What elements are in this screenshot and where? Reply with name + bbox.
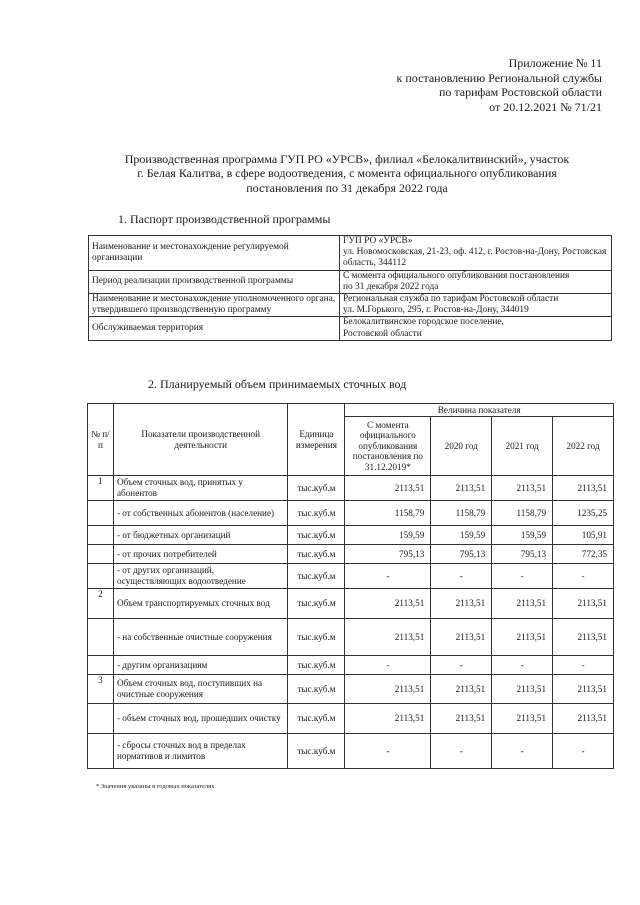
row-value: - (431, 734, 492, 769)
table-row (88, 564, 614, 589)
row-value: 1158,79 (431, 501, 492, 526)
row-value: - (492, 564, 553, 589)
row-value: 2113,51 (492, 704, 553, 734)
row-value: - (492, 734, 553, 769)
row-value: 795,13 (492, 545, 553, 564)
footnote: * Значения указаны в годовых показателях (96, 783, 215, 790)
row-unit: тыс.куб.м (288, 704, 345, 734)
passport-value (340, 270, 612, 293)
passport-label: Наименование и местонахождение регулируемой организации (89, 236, 340, 271)
row-value: 2113,51 (431, 589, 492, 619)
table-header-row (88, 404, 614, 417)
row-value: 105,91 (553, 526, 614, 545)
title-line: постановления по 31 декабря 2022 года (246, 180, 448, 195)
passport-label: Наименование и местонахождение уполномоченного органа, утвердившего производственную программу (89, 294, 340, 317)
row-label: Объем транспортируемых сточных вод (113, 589, 288, 619)
table-row (89, 270, 612, 293)
row-value: - (345, 564, 431, 589)
row-value: - (431, 564, 492, 589)
row-value: 2113,51 (553, 619, 614, 656)
section-heading-volume: 2. Планируемый объем принимаемых сточных вод (148, 377, 407, 391)
row-value: 772,35 (553, 545, 614, 564)
header-unit: Единица измерения (288, 404, 345, 476)
table-row (88, 545, 614, 564)
appendix-line: от 20.12.2021 № 71/21 (489, 99, 602, 114)
row-value: 2113,51 (553, 704, 614, 734)
row-value: 2113,51 (345, 589, 431, 619)
row-unit: тыс.куб.м (288, 619, 345, 656)
row-value: 2113,51 (492, 589, 553, 619)
title-line: Производственная программа ГУП РО «УРСВ», филиал «Белокалитвинский», участок (124, 152, 570, 166)
row-value: 2113,51 (492, 619, 553, 656)
passport-value (340, 294, 612, 317)
table-row (88, 734, 614, 769)
table-row (89, 317, 612, 340)
table-row (88, 476, 614, 501)
passport-value-line: по 31 декабря 2022 года (343, 281, 439, 292)
row-value: - (492, 656, 553, 675)
row-value: 2113,51 (492, 476, 553, 501)
row-label: Объем сточных вод, принятых у абонентов (113, 476, 288, 501)
passport-value (340, 236, 612, 271)
row-number (88, 545, 114, 564)
row-number (88, 656, 114, 675)
row-value: 2113,51 (431, 704, 492, 734)
section-heading-passport: 1. Паспорт производственной программы (118, 212, 331, 226)
appendix-block (397, 56, 602, 114)
row-label: - сбросы сточных вод в пределах нормативов и лимитов (113, 734, 288, 769)
row-unit: тыс.куб.м (288, 526, 345, 545)
table-row (88, 704, 614, 734)
row-label: - от других организаций, осуществляющих водоотведение (113, 564, 288, 589)
table-row (88, 619, 614, 656)
row-value: - (345, 656, 431, 675)
row-label: - от бюджетных организаций (113, 526, 288, 545)
row-unit: тыс.куб.м (288, 656, 345, 675)
row-number (88, 619, 114, 656)
row-value: 2113,51 (431, 619, 492, 656)
passport-value-line: Региональная служба по тарифам Ростовской области (343, 294, 559, 305)
passport-label: Обслуживаемая территория (89, 317, 340, 340)
row-value: - (553, 564, 614, 589)
row-value: - (553, 734, 614, 769)
row-unit: тыс.куб.м (288, 734, 345, 769)
document-title (88, 152, 606, 195)
row-value: 159,59 (492, 526, 553, 545)
row-value: 2113,51 (431, 476, 492, 501)
row-value: 1158,79 (492, 501, 553, 526)
table-row (88, 656, 614, 675)
row-number (88, 526, 114, 545)
row-number: 2 (88, 589, 114, 619)
appendix-line: по тарифам Ростовской области (438, 85, 602, 100)
row-value: 2113,51 (492, 675, 553, 704)
row-value: 2113,51 (345, 619, 431, 656)
row-value: 2113,51 (553, 589, 614, 619)
row-label: - от прочих потребителей (113, 545, 288, 564)
row-value: 159,59 (431, 526, 492, 545)
passport-value-line: С момента официального опубликования постановления (343, 270, 570, 281)
row-unit: тыс.куб.м (288, 501, 345, 526)
title-line: г. Белая Калитва, в сфере водоотведения, с момента официального опубликования (137, 166, 557, 181)
row-value: - (553, 656, 614, 675)
row-value: 2113,51 (553, 476, 614, 501)
row-value: 2113,51 (345, 675, 431, 704)
passport-table (88, 235, 612, 341)
row-value: 159,59 (345, 526, 431, 545)
passport-value-line: ул. Новомосковская, 21-23, оф. 412, г. Ростов-на-Дону, Ростовская область, 344112 (343, 247, 607, 269)
row-number (88, 564, 114, 589)
table-row (89, 294, 612, 317)
row-label: - на собственные очистные сооружения (113, 619, 288, 656)
header-col: 2022 год (553, 417, 614, 476)
table-row (88, 526, 614, 545)
row-value: 2113,51 (345, 704, 431, 734)
header-col: 2021 год (492, 417, 553, 476)
row-number (88, 704, 114, 734)
row-number (88, 501, 114, 526)
row-unit: тыс.куб.м (288, 476, 345, 501)
row-label: - другим организациям (113, 656, 288, 675)
row-unit: тыс.куб.м (288, 564, 345, 589)
row-value: - (345, 734, 431, 769)
row-label: Объем сточных вод, поступивших на очистные сооружения (113, 675, 288, 704)
table-row (88, 675, 614, 704)
row-value: 1158,79 (345, 501, 431, 526)
row-label: - от собственных абонентов (население) (113, 501, 288, 526)
table-row (88, 589, 614, 619)
appendix-line: Приложение № 11 (508, 56, 602, 70)
row-value: 1235,25 (553, 501, 614, 526)
passport-value (340, 317, 612, 340)
passport-value-line: Ростовской области (343, 328, 422, 339)
row-value: - (431, 656, 492, 675)
passport-value-line: ГУП РО «УРСВ» (343, 236, 413, 246)
table-row (89, 236, 612, 271)
row-value: 2113,51 (345, 476, 431, 501)
passport-label: Период реализации производственной программы (89, 270, 340, 293)
row-number: 1 (88, 476, 114, 501)
row-value: 2113,51 (553, 675, 614, 704)
row-unit: тыс.куб.м (288, 589, 345, 619)
appendix-line: к постановлению Региональной службы (396, 70, 602, 85)
row-label: - объем сточных вод, прошедших очистку (113, 704, 288, 734)
volume-table (87, 403, 614, 769)
row-number: 3 (88, 675, 114, 704)
row-value: 2113,51 (431, 675, 492, 704)
row-value: 795,13 (345, 545, 431, 564)
header-col: С момента официального опубликования постановления по 31.12.2019* (345, 417, 431, 476)
row-unit: тыс.куб.м (288, 675, 345, 704)
header-group: Величина показателя (345, 404, 614, 417)
header-col: 2020 год (431, 417, 492, 476)
row-number (88, 734, 114, 769)
passport-value-line: Белокалитвинское городское поселение, (343, 317, 504, 328)
table-row (88, 501, 614, 526)
passport-value-line: ул. М.Горького, 295, г. Ростов-на-Дону, 344019 (343, 305, 529, 316)
row-unit: тыс.куб.м (288, 545, 345, 564)
row-value: 795,13 (431, 545, 492, 564)
header-num: № п/п (88, 404, 114, 476)
header-indicator: Показатели производственной деятельности (113, 404, 288, 476)
